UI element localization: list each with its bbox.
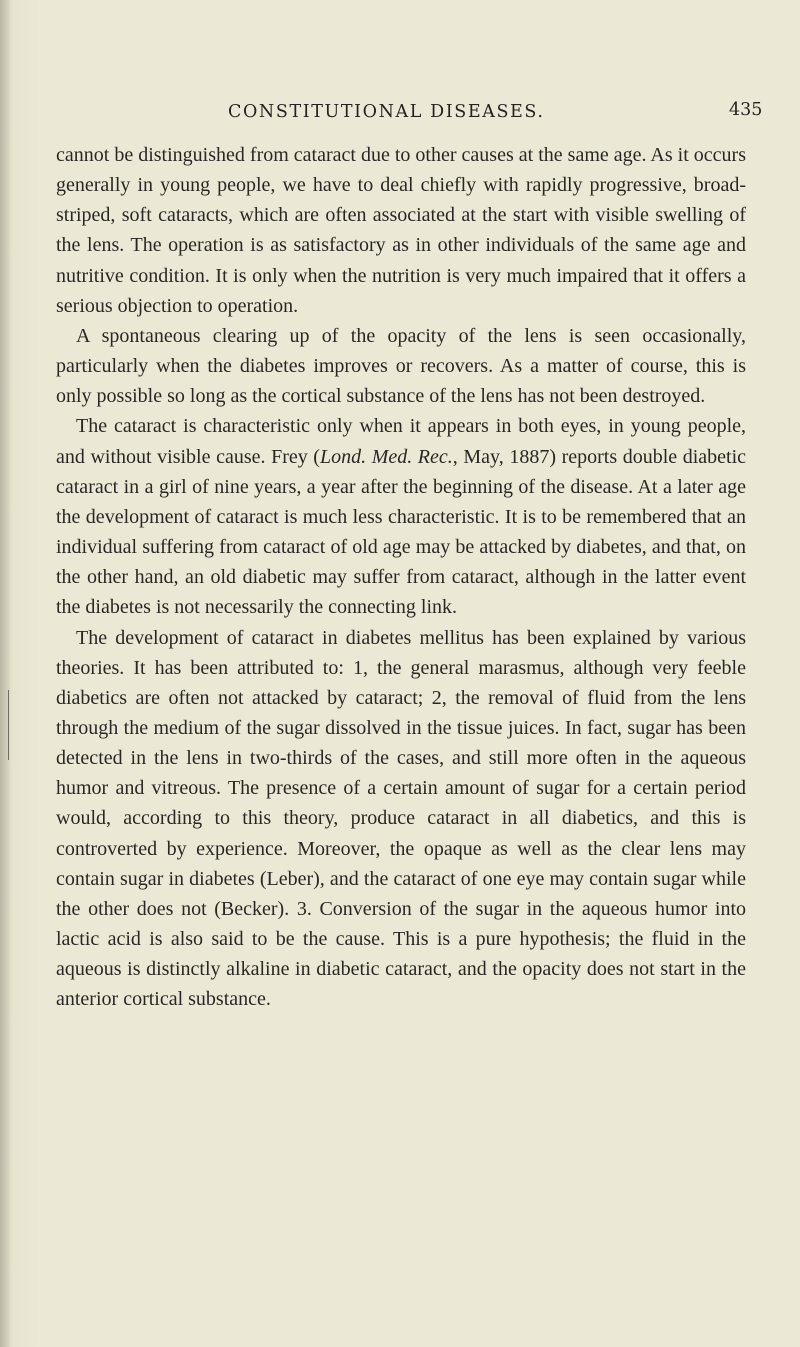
paragraph-1: cannot be distinguished from cataract due to other causes at the same age. As it occurs generally in young people, we have to deal chiefly with rapidly progressive, broad-striped, soft cataracts, which are often associated at the start with visible swelling of the lens. The operation is as satisfactory as in other individuals of the same age and nutritive condition. It is only when the nutrition is very much impaired that it offers a serious objection to operation. xyxy=(56,144,746,317)
body-text xyxy=(56,140,746,1015)
gutter-mark xyxy=(8,690,9,760)
page-number: 435 xyxy=(729,100,763,120)
running-title: CONSTITUTIONAL DISEASES. xyxy=(228,102,545,122)
paragraph-3-text-a: The cataract is characteristic only when it appears in both eyes, in young people, and without visible cause. Frey ( xyxy=(56,415,746,468)
paragraph-2: A spontaneous clearing up of the opacity of the lens is seen occasionally, particularly when the diabetes improves or recovers. As a matter of course, this is only possible so long as the cortical substance of the lens has not been destroyed. xyxy=(56,324,746,408)
binding-gutter xyxy=(0,0,10,1347)
paragraph-3-text-b: , May, 1887) reports double diabetic cataract in a girl of nine years, a year after the beginning of the disease. At a later age the development of cataract is much less characteristic. It is to be remembered that an individual suffering from cataract of old age may be attacked by diabetes, and that, on the other hand, an old diabetic may suffer from cataract, although in the latter event the diabetes is not necessarily the connecting link. xyxy=(56,445,747,619)
paragraph-4: The development of cataract in diabetes mellitus has been explained by various theories. It has been attributed to: 1, the general marasmus, although very feeble diabetics are often not attacked by cataract; 2, the removal of fluid from the lens through the medium of the sugar dissolved in the tissue juices. In fact, sugar has been detected in the lens in two-thirds of the cases, and still more often in the aqueous humor and vitreous. The presence of a certain amount of sugar for a certain period would, according to this theory, produce cataract in all diabetics, and this is controverted by experience. Moreover, the opaque as well as the clear lens may contain sugar in diabetes (Leber), and the cataract of one eye may contain sugar while the other does not (Becker). 3. Conversion of the sugar in the aqueous humor into lactic acid is also said to be the cause. This is a pure hypothesis; the fluid in the aqueous is distinctly alkaline in diabetic cataract, and the opacity does not start in the anterior cortical substance. xyxy=(56,626,746,1011)
journal-citation: Lond. Med. Rec. xyxy=(319,445,453,468)
paragraph-3 xyxy=(56,411,746,622)
